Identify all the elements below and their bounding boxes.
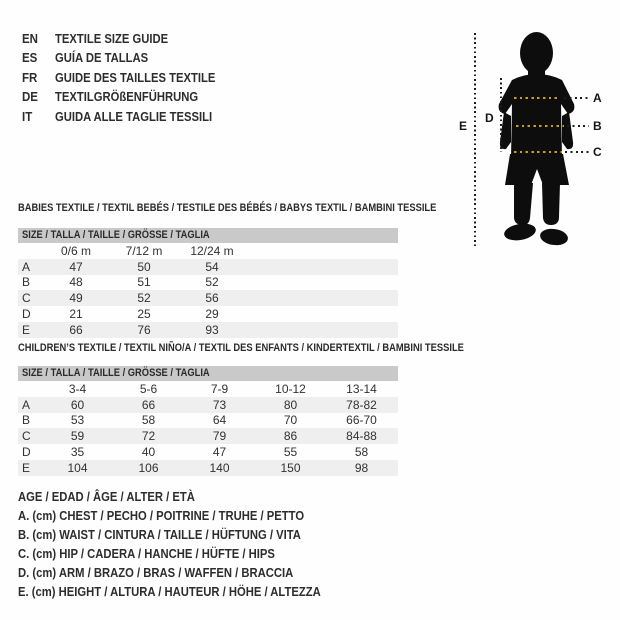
column-header: 12/24 m [190, 243, 234, 258]
language-code: FR [22, 70, 38, 85]
column-header: 5-6 [139, 381, 158, 396]
hip-leader-line [565, 151, 589, 153]
row-label: A [22, 397, 31, 412]
cell: 84-88 [346, 429, 377, 444]
row-label: A [22, 259, 31, 274]
children-section-title: CHILDREN’S TEXTILE / TEXTIL NIÑO/A / TEXTIL DES ENFANTS / KINDERTEXTIL / BAMBINI TESSILE [18, 342, 464, 354]
column-header: 7-9 [210, 381, 229, 396]
babies-table [18, 228, 398, 338]
cell: 59 [70, 429, 85, 444]
hip-measure-line [514, 151, 562, 153]
measure-label-c: C [593, 145, 602, 159]
table-row [18, 306, 398, 322]
arm-measure-line-D [500, 78, 502, 152]
cell: 40 [141, 445, 156, 460]
cell: 140 [209, 460, 230, 475]
cell: 72 [141, 429, 156, 444]
legend-height: E. (cm) HEIGHT / ALTURA / HAUTEUR / HÖHE / ALTEZZA [18, 585, 321, 599]
cell: 58 [354, 445, 369, 460]
column-header: 0/6 m [60, 243, 91, 258]
children-table [18, 366, 398, 476]
column-header: 13-14 [346, 381, 377, 396]
cell: 66-70 [346, 413, 377, 428]
waist-measure-line [516, 125, 564, 127]
cell: 64 [212, 413, 227, 428]
chest-measure-line [514, 97, 560, 99]
table-row [18, 259, 398, 275]
cell: 47 [69, 259, 83, 274]
cell: 47 [212, 445, 227, 460]
cell: 55 [283, 445, 298, 460]
cell: 48 [69, 275, 83, 290]
table-row [18, 460, 398, 476]
cell: 73 [212, 397, 227, 412]
measurement-figure [450, 18, 620, 253]
chest-leader-line [564, 97, 588, 99]
children-size-header-bar: SIZE / TALLA / TAILLE / GRÖSSE / TAGLIA [18, 366, 398, 381]
row-label: C [22, 429, 31, 444]
cell: 78-82 [346, 397, 377, 412]
cell: 98 [354, 460, 369, 475]
language-code: DE [22, 90, 38, 105]
table-row [18, 413, 398, 429]
measure-label-b: B [593, 119, 602, 133]
cell: 29 [205, 307, 219, 322]
cell: 53 [70, 413, 85, 428]
row-label: B [22, 275, 31, 290]
language-code: ES [22, 51, 38, 66]
cell: 66 [69, 322, 83, 337]
measure-label-d: D [485, 111, 494, 125]
cell: 93 [205, 322, 219, 337]
cell: 150 [280, 460, 301, 475]
cell: 66 [141, 397, 156, 412]
row-label: B [22, 413, 31, 428]
language-list [22, 29, 233, 127]
cell: 52 [137, 291, 151, 306]
height-measure-line-E [474, 33, 476, 246]
row-label: D [22, 307, 31, 322]
cell: 76 [137, 322, 151, 337]
waist-leader-line [567, 125, 589, 127]
cell: 35 [70, 445, 85, 460]
legend-arm: D. (cm) ARM / BRAZO / BRAS / WAFFEN / BRACCIA [18, 566, 294, 580]
table-row [18, 428, 398, 444]
language-row [22, 29, 233, 49]
legend-chest: A. (cm) CHEST / PECHO / POITRINE / TRUHE / PETTO [18, 509, 305, 523]
row-label: E [22, 460, 31, 475]
table-row [18, 322, 398, 338]
babies-column-headers [18, 243, 398, 259]
cell: 21 [69, 307, 83, 322]
cell: 70 [283, 413, 298, 428]
row-label: C [22, 291, 31, 306]
children-column-headers [18, 381, 398, 397]
column-header: 7/12 m [125, 243, 163, 258]
language-code: EN [22, 31, 38, 46]
language-row [22, 49, 233, 69]
language-title: GUIDE DES TAILLES TEXTILE [55, 70, 216, 85]
measurement-legend [18, 490, 354, 604]
cell: 60 [70, 397, 85, 412]
legend-waist: B. (cm) WAIST / CINTURA / TAILLE / HÜFTUNG / VITA [18, 528, 301, 542]
language-code: IT [22, 109, 33, 124]
cell: 50 [137, 259, 151, 274]
legend-hip: C. (cm) HIP / CADERA / HANCHE / HÜFTE / HIPS [18, 547, 275, 561]
table-row [18, 444, 398, 460]
cell: 54 [205, 259, 219, 274]
table-row [18, 290, 398, 306]
cell: 80 [283, 397, 298, 412]
cell: 86 [283, 429, 298, 444]
cell: 49 [69, 291, 83, 306]
language-row [22, 88, 233, 108]
babies-size-header-bar: SIZE / TALLA / TAILLE / GRÖSSE / TAGLIA [18, 228, 398, 243]
table-row [18, 275, 398, 291]
babies-section-title: BABIES TEXTILE / TEXTIL BEBÉS / TESTILE DES BÉBÉS / BABYS TEXTIL / BAMBINI TESSILE [18, 202, 437, 214]
table-row [18, 397, 398, 413]
cell: 56 [205, 291, 219, 306]
measure-label-e: E [459, 119, 468, 133]
language-title: TEXTILGRÖßENFÜHRUNG [55, 90, 199, 105]
cell: 58 [141, 413, 156, 428]
cell: 51 [137, 275, 151, 290]
column-header: 3-4 [68, 381, 87, 396]
cell: 25 [137, 307, 151, 322]
cell: 79 [212, 429, 227, 444]
language-title: GUIDA ALLE TAGLIE TESSILI [55, 109, 213, 124]
cell: 104 [67, 460, 88, 475]
cell: 52 [205, 275, 219, 290]
language-title: TEXTILE SIZE GUIDE [55, 31, 169, 46]
legend-age: AGE / EDAD / ÂGE / ALTER / ETÀ [18, 490, 195, 504]
language-title: GUÍA DE TALLAS [55, 51, 149, 66]
cell: 106 [138, 460, 159, 475]
row-label: E [22, 322, 31, 337]
language-row [22, 68, 233, 88]
measure-label-a: A [593, 91, 602, 105]
row-label: D [22, 445, 31, 460]
column-header: 10-12 [275, 381, 306, 396]
language-row [22, 107, 233, 127]
